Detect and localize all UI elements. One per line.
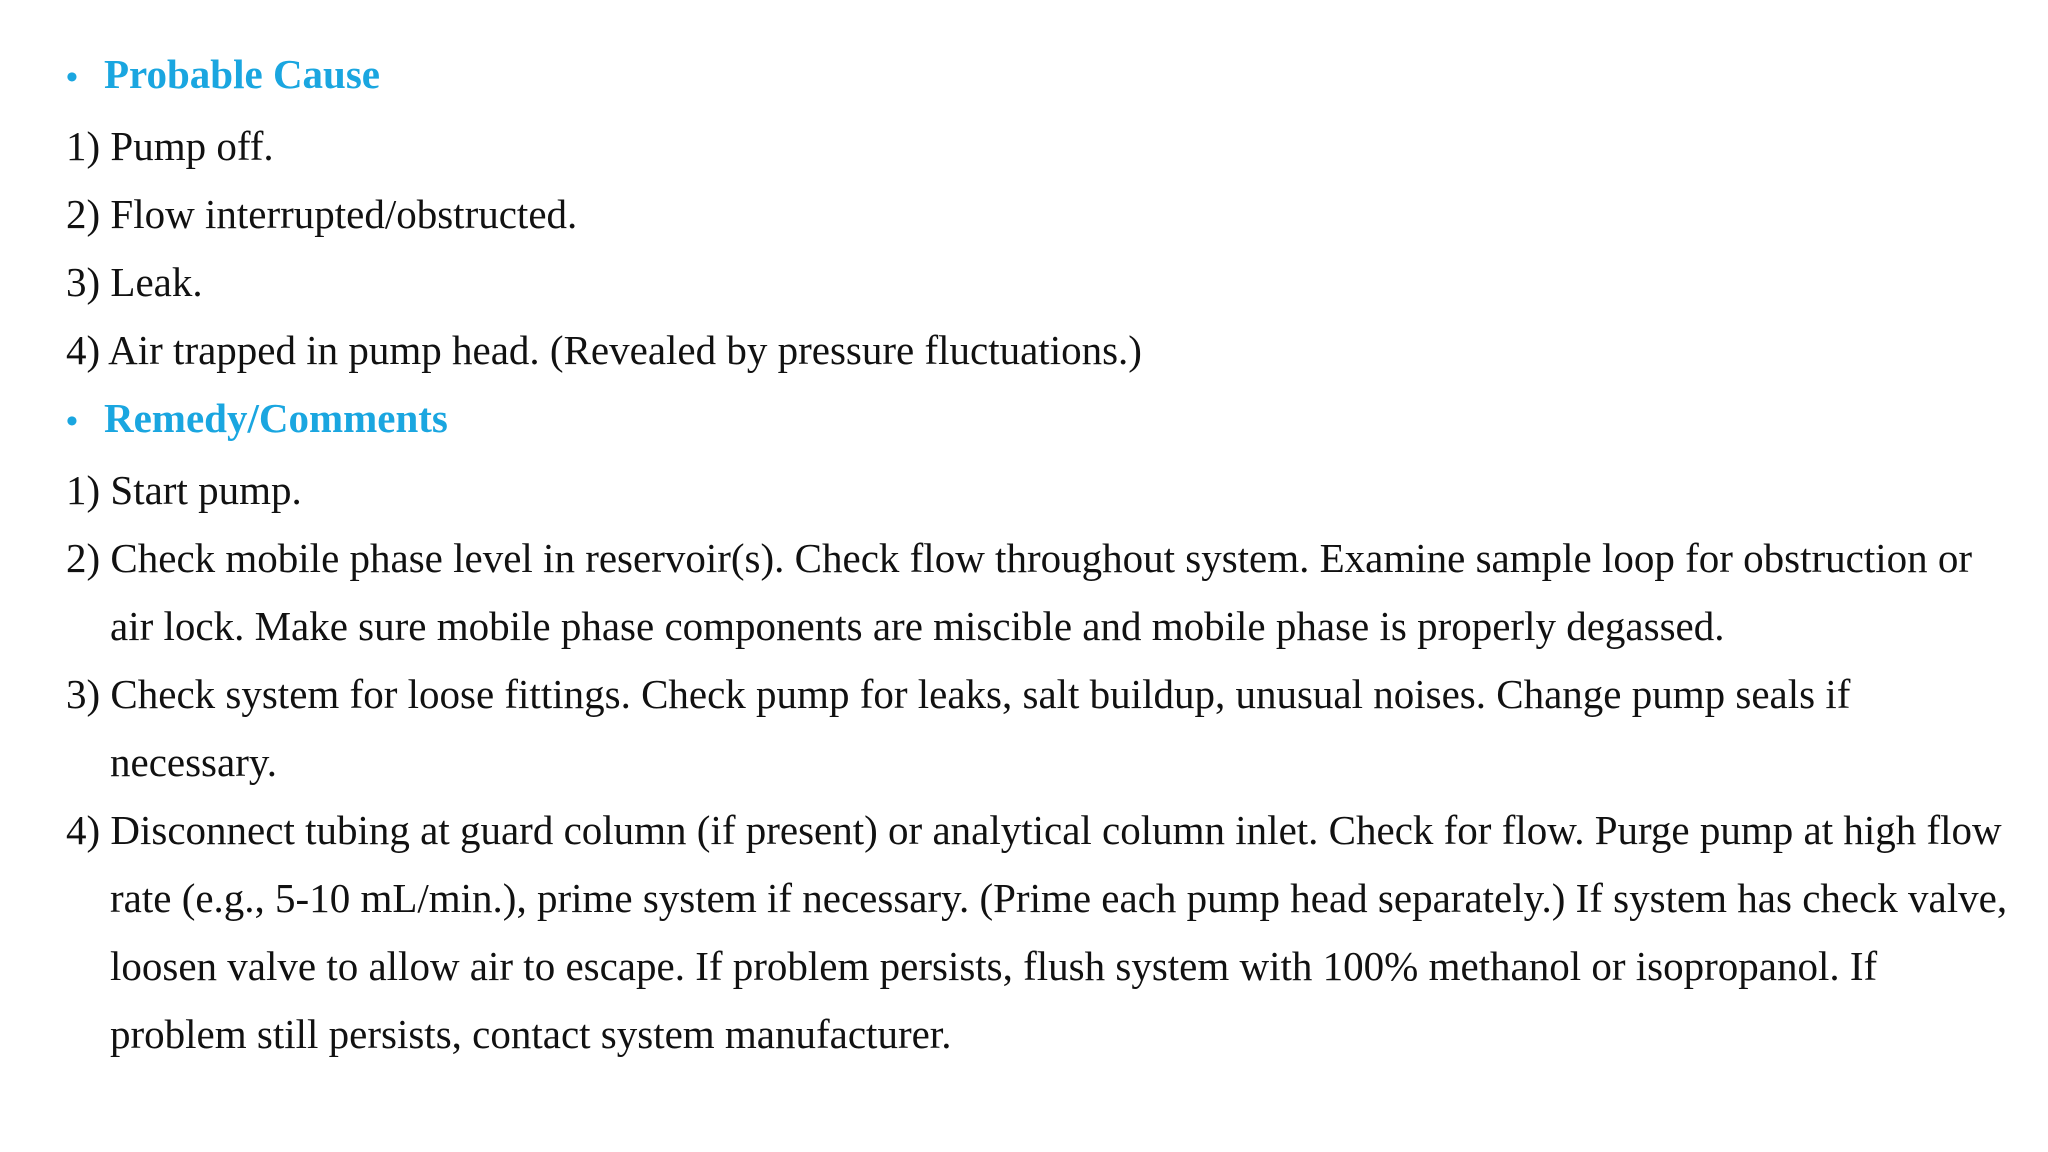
item-number: 4): [66, 327, 101, 373]
heading-text: Probable Cause: [104, 51, 381, 97]
bullet-icon: •: [66, 59, 78, 96]
list-item: [66, 796, 2008, 1068]
bullet-icon: •: [66, 403, 78, 440]
item-number: 2): [66, 191, 101, 237]
remedy-comments-section: [66, 384, 2008, 1068]
list-item: [66, 456, 2008, 524]
item-number: 4): [66, 807, 101, 853]
item-text: Check system for loose fittings. Check pump for leaks, salt buildup, unusual noises. Change pump seals if necessary.: [110, 671, 1851, 785]
item-number: 2): [66, 535, 101, 581]
list-item: [66, 248, 2008, 316]
list-item: [66, 524, 2008, 660]
item-text: Flow interrupted/obstructed.: [110, 191, 578, 237]
item-text: Leak.: [110, 259, 203, 305]
list-item: [66, 660, 2008, 796]
remedy-comments-heading: [66, 384, 2008, 456]
list-item: [66, 180, 2008, 248]
item-text: Start pump.: [110, 467, 302, 513]
probable-cause-list: [66, 112, 2008, 384]
item-number: 1): [66, 467, 101, 513]
remedy-comments-list: [66, 456, 2008, 1068]
item-text: Disconnect tubing at guard column (if present) or analytical column inlet. Check for flow. Purge pump at high flow rate (e.g., 5-10 mL/min.), prime system if necessary. (Prime each pump head separately.) If system has check valve, loosen valve to allow air to escape. If problem persists, flush system with 100% methanol or isopropanol. If problem still persists, contact system manufacturer.: [110, 807, 2008, 1057]
list-item: [66, 112, 2008, 180]
heading-text: Remedy/Comments: [104, 395, 448, 441]
item-text: Air trapped in pump head. (Revealed by pressure fluctuations.): [108, 327, 1142, 373]
probable-cause-heading: [66, 40, 2008, 112]
item-text: Check mobile phase level in reservoir(s). Check flow throughout system. Examine sample loop for obstruction or air lock. Make sure mobile phase components are miscible and mobile phase is properly degassed.: [110, 535, 1973, 649]
item-number: 3): [66, 671, 101, 717]
item-number: 1): [66, 123, 101, 169]
item-text: Pump off.: [110, 123, 274, 169]
item-number: 3): [66, 259, 101, 305]
probable-cause-section: [66, 40, 2008, 384]
list-item: [66, 316, 2008, 384]
